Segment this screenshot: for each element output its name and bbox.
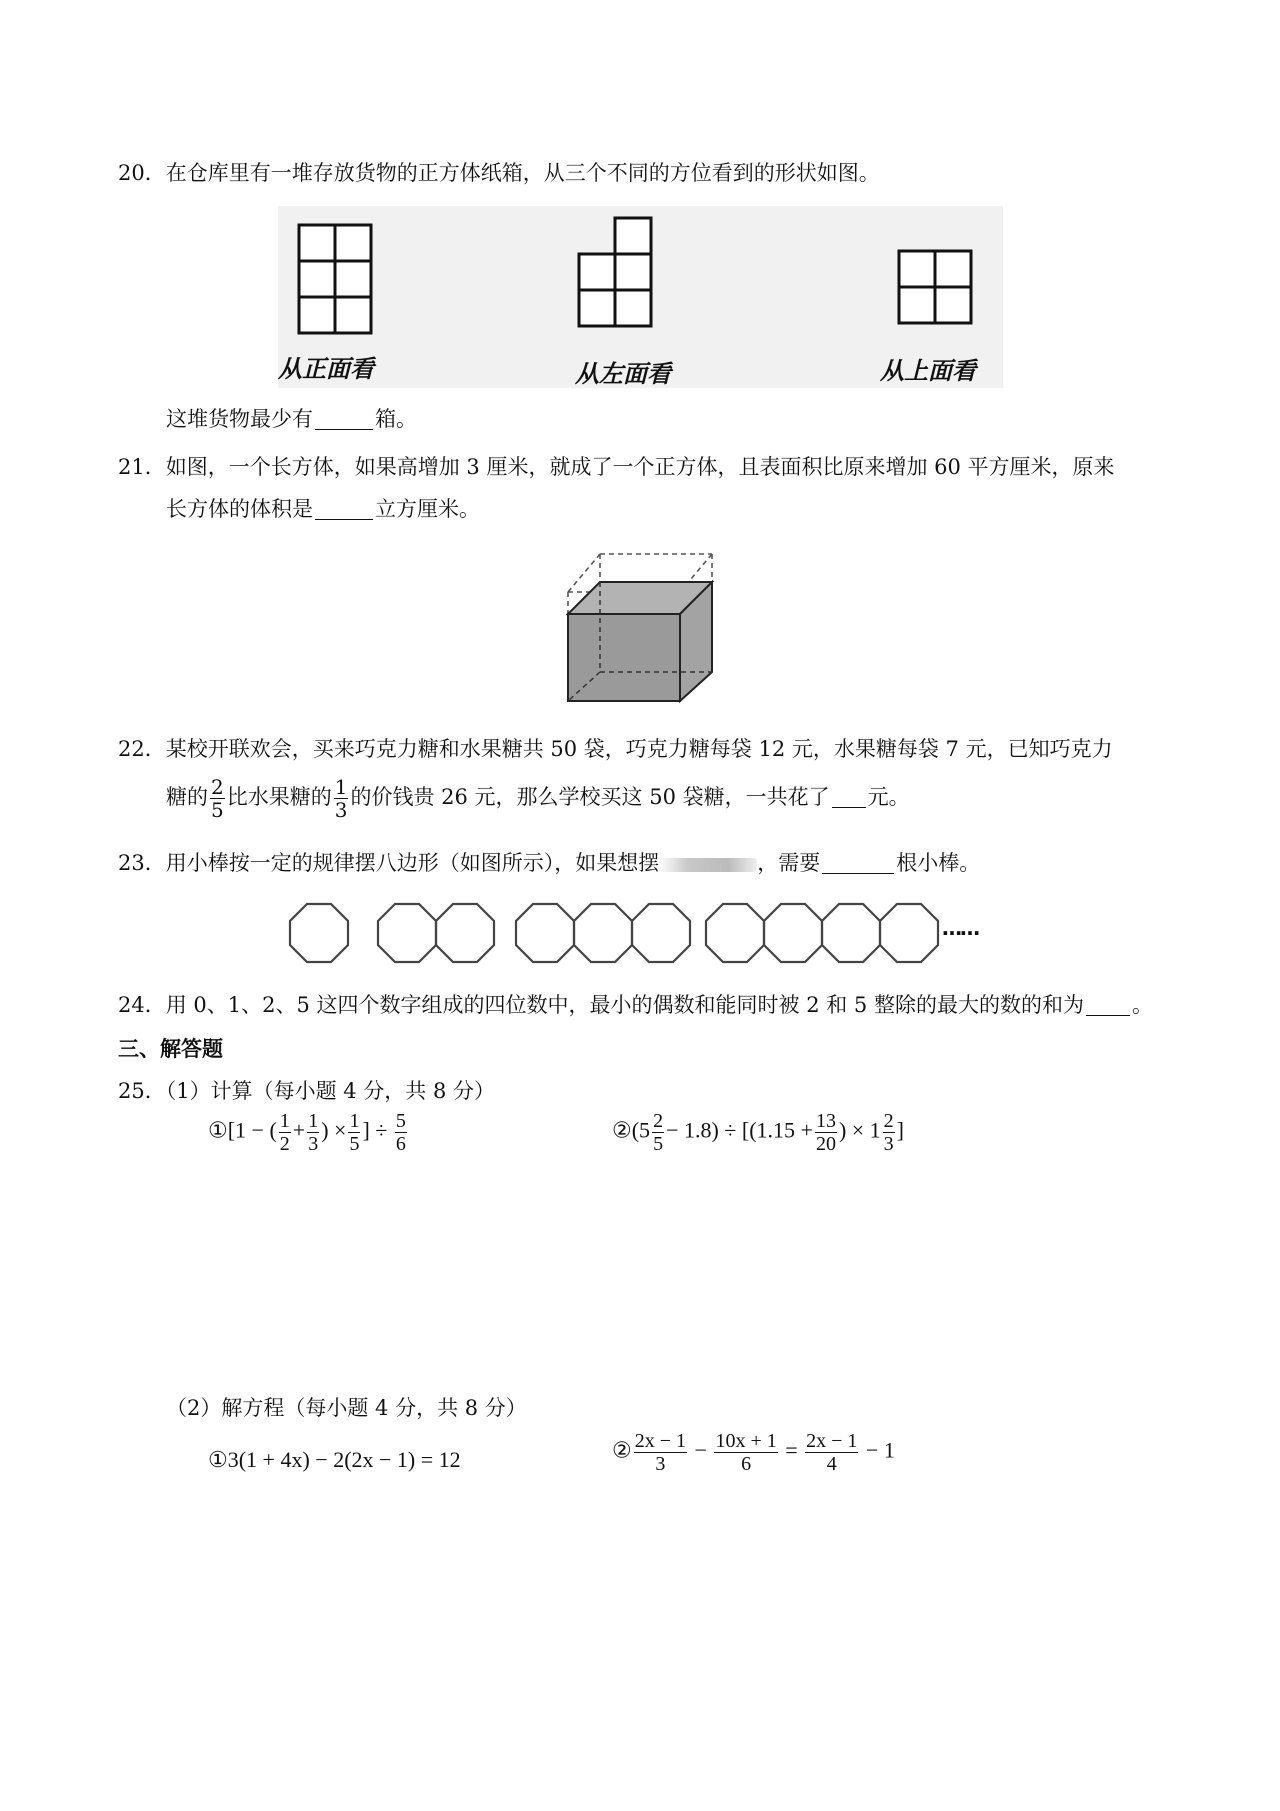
q21-text-suffix: 立方厘米。 [375, 497, 480, 521]
expr1-frac-third [307, 1110, 319, 1155]
q21-number: 21． [118, 455, 166, 479]
expr2-frac-13-20 [815, 1110, 837, 1155]
q22-text-line1: 某校开联欢会，买来巧克力糖和水果糖共 50 袋，巧克力糖每袋 12 元，水果糖每袋 7 元，已知巧克力 [165, 737, 1113, 761]
fraction-denominator: 2 [279, 1133, 290, 1155]
q23-number: 23． [118, 851, 166, 875]
fraction-two-fifths [210, 776, 225, 821]
expr1-frac-five-sixths [395, 1110, 407, 1155]
fraction-denominator: 3 [883, 1133, 894, 1155]
q22-number: 22． [118, 737, 166, 761]
q25-number: 25． [118, 1079, 166, 1103]
q20-text: 在仓库里有一堆存放货物的正方体纸箱，从三个不同的方位看到的形状如图。 [165, 161, 880, 185]
fraction-denominator: 5 [349, 1133, 360, 1155]
q23-answer-blank[interactable] [822, 851, 894, 874]
eq2-equals: = [785, 1437, 798, 1463]
fraction-denominator: 3 [308, 1133, 319, 1155]
expr2-frac-two-fifths [652, 1110, 664, 1155]
eq2-tail: − 1 [865, 1437, 895, 1463]
q23-text-prefix: 用小棒按一定的规律摆八边形（如图所示），如果想摆 [165, 851, 660, 875]
q21-answer-blank[interactable] [315, 497, 373, 520]
q24-text: 用 0、1、2、5 这四个数字组成的四位数中，最小的偶数和能同时被 2 和 5 整除的最大的数的和为 [165, 993, 1084, 1017]
q24-line [118, 990, 1153, 1020]
q21-line1 [118, 452, 1115, 482]
q23-line [118, 848, 980, 878]
cuboid-figure [560, 552, 740, 704]
q22-text-c: 的价钱贵 26 元，那么学校买这 50 袋糖，一共花了 [350, 785, 830, 809]
expr2-times: ) × 1 [838, 1117, 881, 1143]
fraction-denominator: 6 [395, 1133, 406, 1155]
q22-text-b: 比水果糖的 [226, 785, 332, 809]
q20-answer-prefix: 这堆货物最少有 [166, 407, 313, 431]
q21-line2 [166, 494, 480, 524]
fraction-denominator: 3 [655, 1453, 666, 1475]
top-view-caption: 从上面看 [880, 357, 976, 385]
octagon-sequence [290, 900, 940, 970]
q20-answer-blank[interactable] [315, 407, 373, 430]
fraction-denominator: 5 [653, 1133, 664, 1155]
expr1-times: ) × [321, 1117, 347, 1143]
fraction-numerator: 2 [653, 1110, 664, 1132]
expr1-divide: ÷ [375, 1117, 388, 1143]
fraction-numerator: 13 [815, 1110, 836, 1132]
fraction-numerator: 2 [883, 1110, 894, 1132]
top-view-grid [898, 250, 978, 330]
expr1-frac-half [279, 1110, 291, 1155]
fraction-numerator: 1 [279, 1110, 290, 1132]
fraction-denominator: 6 [741, 1453, 752, 1475]
fraction-numerator: 5 [395, 1110, 406, 1132]
q20-line [118, 158, 880, 188]
fraction-numerator: 2 [211, 775, 224, 799]
fraction-denominator: 20 [815, 1133, 836, 1155]
fraction-numerator: 2x − 1 [806, 1430, 858, 1452]
q21-text-line1: 如图，一个长方体，如果高增加 3 厘米，就成了一个正方体，且表面积比原来增加 60 平方厘米，原来 [165, 455, 1115, 479]
eq2-frac-2 [714, 1430, 777, 1475]
q25-part2-title: （2）解方程（每小题 4 分，共 8 分） [166, 1396, 527, 1420]
q24-number: 24． [118, 993, 166, 1017]
fraction-numerator: 1 [334, 775, 348, 799]
q20-answer-line [166, 404, 417, 434]
fraction-denominator: 5 [211, 798, 224, 822]
fraction-numerator: 10x + 1 [715, 1430, 777, 1452]
expr1-frac-fifth [348, 1110, 360, 1155]
expr2-start: ②(5 [612, 1117, 651, 1143]
q25-part1-line [118, 1076, 495, 1106]
q22-answer-blank[interactable] [832, 785, 866, 808]
front-view-grid [298, 224, 378, 339]
fraction-numerator: 2x − 1 [634, 1430, 687, 1452]
expr1-start: ①[1 − ( [208, 1117, 277, 1143]
q23-text-middle: ，需要 [757, 851, 821, 875]
expr2-end: ] [896, 1117, 904, 1143]
left-view-grid [578, 217, 658, 339]
front-view-caption: 从正面看 [278, 355, 374, 383]
eq2-start: ② [612, 1437, 632, 1463]
fraction-numerator: 1 [349, 1110, 360, 1132]
q23-obscured-text [659, 858, 757, 872]
q22-line1 [118, 734, 1113, 764]
left-view-caption: 从左面看 [575, 360, 671, 388]
eq2-minus: − [694, 1437, 707, 1463]
q24-answer-blank[interactable] [1086, 993, 1130, 1016]
fraction-denominator: 4 [826, 1453, 837, 1475]
eq2-frac-3 [805, 1430, 858, 1475]
q25-equation-1: ①3(1 + 4x) − 2(2x − 1) = 12 [208, 1447, 461, 1472]
q22-text-d: 元。 [867, 785, 910, 809]
fraction-denominator: 3 [334, 798, 348, 822]
expr2-frac-two-thirds [883, 1110, 895, 1155]
fraction-numerator: 1 [308, 1110, 319, 1132]
q20-answer-suffix: 箱。 [375, 407, 417, 431]
q20-number: 20． [118, 161, 166, 185]
q24-end: 。 [1131, 993, 1153, 1017]
eq2-frac-1 [634, 1430, 687, 1475]
q25-equation-2 [612, 1430, 895, 1475]
q22-text-a: 糖的 [166, 785, 208, 809]
q25-expression-2 [612, 1110, 904, 1155]
q20-figure [278, 206, 1003, 388]
fraction-one-third [334, 776, 349, 821]
q23-text-suffix: 根小棒。 [896, 851, 981, 875]
octagon-ellipsis: …… [942, 916, 978, 940]
expr2-middle: − 1.8) ÷ [(1.15 + [666, 1117, 813, 1143]
q22-line2 [166, 776, 910, 821]
q25-expression-1: ①[1 − ( $\frac{1}{2}$ + $\frac{1}{3}$ ) × $\frac{1}{5}$ ] ÷ $\frac{5}{6}$ [208, 1110, 406, 1155]
expr1-plus: + [292, 1117, 306, 1143]
q25-part1-title: （1）计算（每小题 4 分，共 8 分） [165, 1079, 496, 1103]
section-title: 三、解答题 [118, 1037, 223, 1061]
q21-text-prefix: 长方体的体积是 [166, 497, 313, 521]
